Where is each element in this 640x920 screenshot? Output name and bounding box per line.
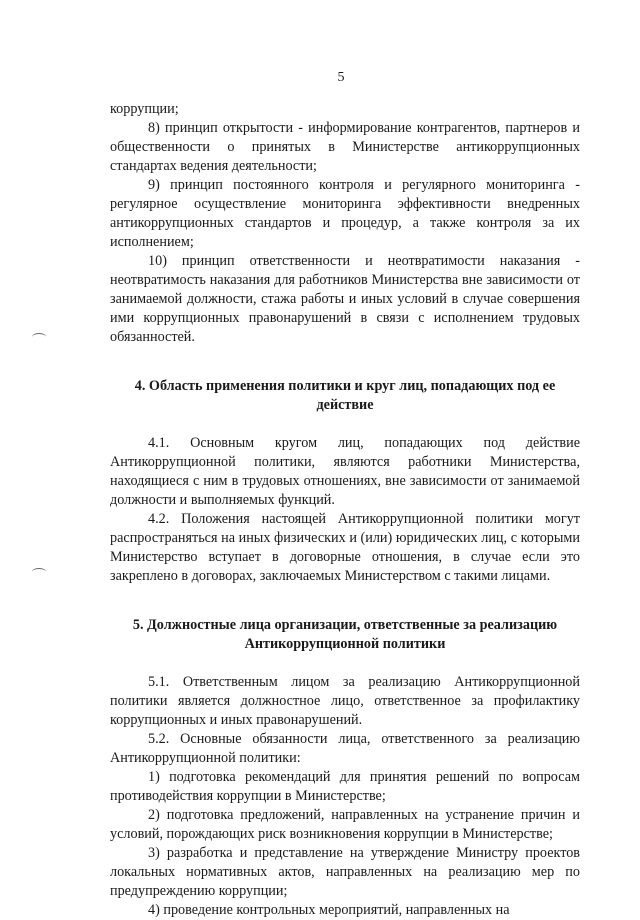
- paragraph: 1) подготовка рекомендаций для принятия решений по вопросам противодействия коррупции в Министерстве;: [110, 769, 580, 804]
- paragraph: 4.1. Основным кругом лиц, попадающих под действие Антикоррупционной политики, являются работники Министерства, находящиеся с ним в трудовых отношениях, вне зависимости от занимаемой должности и выполняемых функций.: [110, 435, 580, 508]
- section-heading-line: 5. Должностные лица организации, ответственные за реализацию: [132, 617, 558, 633]
- paragraph: 4.2. Положения настоящей Антикоррупционной политики могут распространяться на иных физических и (или) юридических лиц, с которыми Министерство вступает в договорные отношения, в случае если это закреплено в договорах, заключаемых Министерством с такими лицами.: [110, 511, 580, 584]
- paragraph: 8) принцип открытости - информирование контрагентов, партнеров и общественности о принятых в Министерстве антикоррупционных стандартах ведения деятельности;: [110, 120, 580, 174]
- paragraph: 9) принцип постоянного контроля и регулярного мониторинга - регулярное осуществление мониторинга эффективности внедренных антикоррупционных стандартов и процедур, а также контроля за их исполнением;: [110, 177, 580, 250]
- document-body: [110, 100, 580, 920]
- section-heading-line: действие: [316, 397, 374, 413]
- page-number: 5: [337, 70, 345, 85]
- paragraph: 2) подготовка предложений, направленных на устранение причин и условий, порождающих риск возникновения коррупции в Министерстве;: [110, 807, 580, 842]
- paragraph: коррупции;: [110, 101, 179, 117]
- punch-hole-mark: [32, 333, 46, 341]
- section-heading-line: Антикоррупционной политики: [244, 636, 446, 652]
- paragraph: 10) принцип ответственности и неотвратимости наказания - неотвратимость наказания для работников Министерства вне зависимости от занимаемой должности, стажа работы и иных условий в случае совершения ими коррупционных правонарушений в связи с исполнением трудовых обязанностей.: [110, 253, 580, 345]
- paragraph: 4) проведение контрольных мероприятий, направленных на: [148, 902, 510, 918]
- section-heading-line: 4. Область применения политики и круг лиц, попадающих под ее: [134, 378, 556, 394]
- section-heading: [110, 616, 580, 654]
- paragraph: 5.1. Ответственным лицом за реализацию Антикоррупционной политики является должностное лицо, ответственное за профилактику коррупционных и иных правонарушений.: [110, 674, 580, 728]
- paragraph: 5.2. Основные обязанности лица, ответственного за реализацию Антикоррупционной политики:: [110, 731, 580, 766]
- paragraph: 3) разработка и представление на утверждение Министру проектов локальных нормативных актов, направленных на реализацию мер по предупреждению коррупции;: [110, 845, 580, 899]
- punch-hole-mark: [32, 568, 46, 576]
- section-heading: [110, 377, 580, 415]
